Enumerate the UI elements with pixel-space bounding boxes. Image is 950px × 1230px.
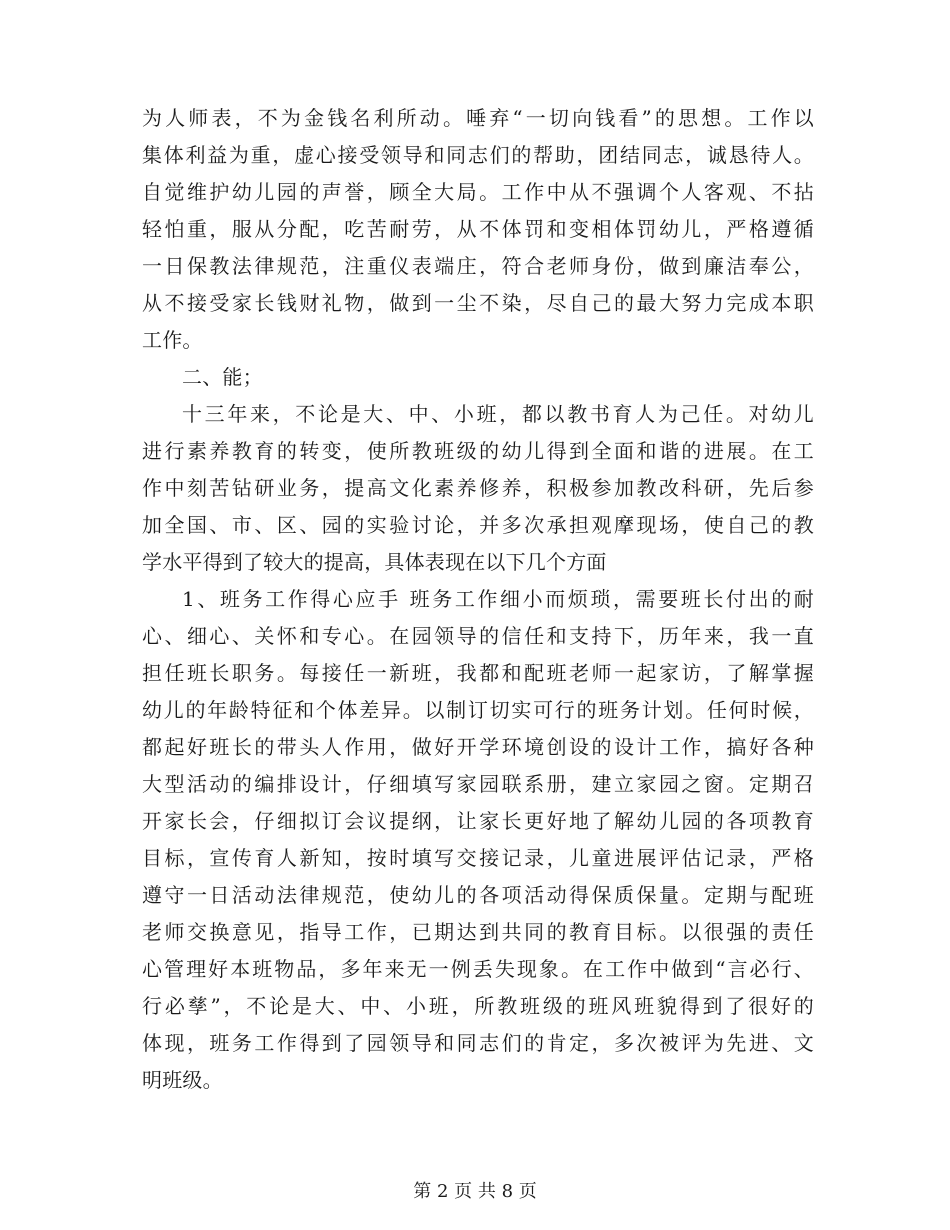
text-line: 行必孳”，不论是大、中、小班，所教班级的班风班貌得到了很好的 bbox=[142, 994, 814, 1018]
text-line: 明班级。 bbox=[142, 1068, 223, 1092]
text-line: 从不接受家长钱财礼物，做到一尘不染，尽自己的最大努力完成本职 bbox=[142, 291, 814, 315]
text-line: 遵守一日活动法律规范，使幼儿的各项活动得保质保量。定期与配班 bbox=[142, 883, 814, 907]
text-line: 1、班务工作得心应手 班务工作细小而烦琐，需要班长付出的耐 bbox=[182, 587, 814, 611]
document-body bbox=[142, 100, 814, 1099]
text-line: 目标，宣传育人新知，按时填写交接记录，儿童进展评估记录，严格 bbox=[142, 846, 814, 870]
text-line: 都起好班长的带头人作用，做好开学环境创设的设计工作，搞好各种 bbox=[142, 735, 814, 759]
text-line: 心管理好本班物品，多年来无一例丢失现象。在工作中做到“言必行、 bbox=[142, 957, 814, 981]
text-line: 担任班长职务。每接任一新班，我都和配班老师一起家访，了解掌握 bbox=[142, 661, 814, 685]
text-line: 进行素养教育的转变，使所教班级的幼儿得到全面和谐的进展。在工 bbox=[142, 439, 814, 463]
text-line: 幼儿的年龄特征和个体差异。以制订切实可行的班务计划。任何时候， bbox=[142, 698, 814, 722]
text-line: 一日保教法律规范，注重仪表端庄，符合老师身份，做到廉洁奉公， bbox=[142, 254, 814, 278]
text-line: 工作。 bbox=[142, 328, 203, 352]
text-line: 为人师表，不为金钱名利所动。唾弃“一切向钱看”的思想。工作以 bbox=[142, 106, 814, 130]
text-line: 加全国、市、区、园的实验讨论，并多次承担观摩现场，使自己的教 bbox=[142, 513, 814, 537]
text-line: 大型活动的编排设计，仔细填写家园联系册，建立家园之窗。定期召 bbox=[142, 772, 814, 796]
text-line: 老师交换意见，指导工作，已期达到共同的教育目标。以很强的责任 bbox=[142, 920, 814, 944]
text-line: 作中刻苦钻研业务，提高文化素养修养，积极参加教改科研，先后参 bbox=[142, 476, 814, 500]
text-line: 十三年来，不论是大、中、小班，都以教书育人为己任。对幼儿 bbox=[182, 402, 814, 426]
text-line: 开家长会，仔细拟订会议提纲，让家长更好地了解幼儿园的各项教育 bbox=[142, 809, 814, 833]
text-line: 自觉维护幼儿园的声誉，顾全大局。工作中从不强调个人客观、不拈 bbox=[142, 180, 814, 204]
section-heading: 二、能； bbox=[182, 365, 263, 389]
text-line: 学水平得到了较大的提高，具体表现在以下几个方面 bbox=[142, 550, 607, 574]
text-line: 心、细心、关怀和专心。在园领导的信任和支持下，历年来，我一直 bbox=[142, 624, 814, 648]
page-number-footer: 第 2 页 共 8 页 bbox=[413, 1181, 537, 1202]
text-line: 轻怕重，服从分配，吃苦耐劳，从不体罚和变相体罚幼儿，严格遵循 bbox=[142, 217, 814, 241]
text-line: 集体利益为重，虚心接受领导和同志们的帮助，团结同志，诚恳待人。 bbox=[142, 143, 814, 167]
text-line: 体现，班务工作得到了园领导和同志们的肯定，多次被评为先进、文 bbox=[142, 1031, 814, 1055]
